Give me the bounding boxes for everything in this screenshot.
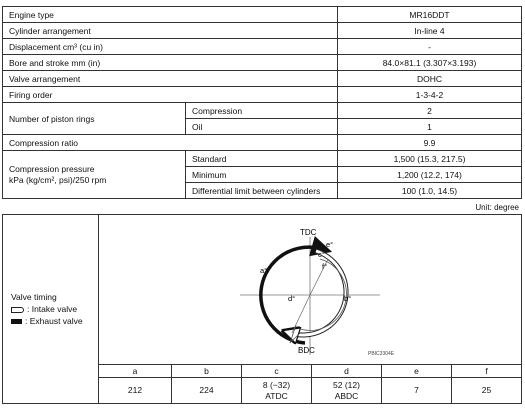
value-f bbox=[452, 378, 522, 404]
exhaust-legend-label: : Exhaust valve bbox=[25, 316, 83, 326]
valve-timing-diagram bbox=[100, 215, 520, 361]
table-row bbox=[3, 215, 522, 365]
displacement-value: - bbox=[338, 39, 522, 55]
table-row bbox=[3, 87, 522, 103]
compression-ratio-label: Compression ratio bbox=[3, 135, 338, 151]
standard-label: Standard bbox=[186, 151, 338, 167]
table-row bbox=[3, 7, 522, 23]
compression-ring-value: 2 bbox=[338, 103, 522, 119]
table-row bbox=[3, 39, 522, 55]
a-label: a° bbox=[260, 266, 268, 275]
table-row bbox=[3, 55, 522, 71]
value-c-main: 8 (−32) bbox=[262, 379, 291, 390]
tdc-label: TDC bbox=[300, 228, 317, 237]
value-a bbox=[99, 378, 172, 404]
compression-pressure-label-line2: kPa (kg/cm², psi)/250 rpm bbox=[9, 174, 107, 185]
exhaust-legend bbox=[11, 315, 94, 327]
engine-type-value: MR16DDT bbox=[338, 7, 522, 23]
value-d bbox=[312, 378, 382, 404]
piston-rings-label: Number of piston rings bbox=[3, 103, 186, 135]
compression-pressure-label bbox=[3, 151, 186, 199]
header-f: f bbox=[452, 365, 522, 378]
exhaust-arrow-icon bbox=[11, 319, 22, 324]
compression-ring-label: Compression bbox=[186, 103, 338, 119]
valve-timing-title: Valve timing bbox=[11, 292, 57, 302]
value-d-main: 52 (12) bbox=[333, 379, 360, 390]
engine-type-label: Engine type bbox=[3, 7, 338, 23]
b-label: b° bbox=[344, 294, 352, 303]
firing-order-value: 1-3-4-2 bbox=[338, 87, 522, 103]
intake-arrow-icon bbox=[11, 307, 24, 313]
intake-legend bbox=[11, 303, 94, 315]
cylinder-arrangement-label: Cylinder arrangement bbox=[3, 23, 338, 39]
valve-timing-diagram-cell bbox=[99, 215, 522, 365]
intake-arc-outer bbox=[290, 251, 346, 335]
cylinder-arrangement-value: In-line 4 bbox=[338, 23, 522, 39]
diff-limit-value: 100 (1.0, 14.5) bbox=[338, 183, 522, 199]
value-c bbox=[242, 378, 312, 404]
minimum-value: 1,200 (12.2, 174) bbox=[338, 167, 522, 183]
oil-ring-label: Oil bbox=[186, 119, 338, 135]
valve-timing-table bbox=[2, 214, 522, 404]
compression-ratio-value: 9.9 bbox=[338, 135, 522, 151]
oil-ring-value: 1 bbox=[338, 119, 522, 135]
table-row bbox=[3, 71, 522, 87]
bdc-label: BDC bbox=[298, 346, 315, 355]
firing-order-label: Firing order bbox=[3, 87, 338, 103]
valve-timing-legend bbox=[3, 215, 99, 404]
e-label: e° bbox=[326, 240, 334, 249]
value-e bbox=[382, 378, 452, 404]
compression-pressure-label-line1: Compression pressure bbox=[9, 163, 95, 174]
table-row bbox=[3, 151, 522, 167]
value-c-sub: ATDC bbox=[265, 390, 288, 401]
displacement-label: Displacement cm³ (cu in) bbox=[3, 39, 338, 55]
bore-stroke-label: Bore and stroke mm (in) bbox=[3, 55, 338, 71]
table-row bbox=[3, 23, 522, 39]
value-d-sub: ABDC bbox=[334, 390, 359, 401]
engine-spec-table bbox=[2, 6, 522, 199]
table-row bbox=[3, 103, 522, 119]
figure-code: PBIC3304E bbox=[368, 351, 395, 357]
standard-value: 1,500 (15.3, 217.5) bbox=[338, 151, 522, 167]
header-b: b bbox=[172, 365, 242, 378]
minimum-label: Minimum bbox=[186, 167, 338, 183]
intake-legend-label: : Intake valve bbox=[27, 304, 78, 314]
diff-limit-label: Differential limit between cylinders bbox=[186, 183, 338, 199]
header-c: c bbox=[242, 365, 312, 378]
unit-note: Unit: degree bbox=[475, 203, 519, 212]
c-label: c° bbox=[318, 250, 325, 259]
value-e-main: 7 bbox=[414, 385, 419, 395]
bore-stroke-value: 84.0×81.1 (3.307×3.193) bbox=[338, 55, 522, 71]
valve-arrangement-label: Valve arrangement bbox=[3, 71, 338, 87]
table-row bbox=[3, 135, 522, 151]
f-label: f° bbox=[322, 262, 328, 271]
header-d: d bbox=[312, 365, 382, 378]
value-b bbox=[172, 378, 242, 404]
d-label: d° bbox=[288, 294, 296, 303]
value-b-main: 224 bbox=[199, 385, 214, 395]
value-f-main: 25 bbox=[481, 385, 492, 395]
value-a-main: 212 bbox=[127, 385, 143, 395]
header-a: a bbox=[99, 365, 172, 378]
header-e: e bbox=[382, 365, 452, 378]
valve-arrangement-value: DOHC bbox=[338, 71, 522, 87]
